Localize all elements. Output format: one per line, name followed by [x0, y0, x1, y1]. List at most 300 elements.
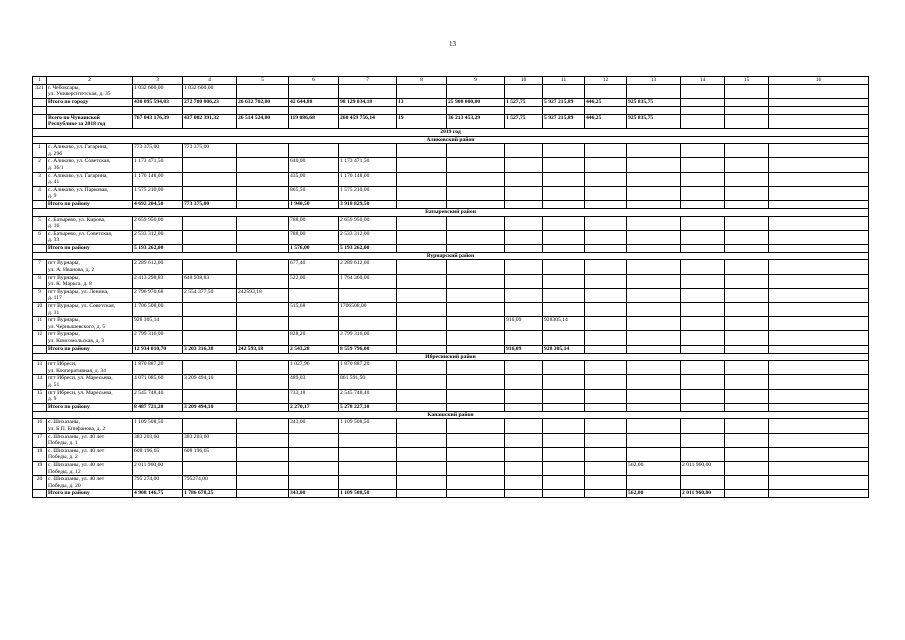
value-cell: [339, 317, 397, 331]
value-cell: [447, 476, 505, 490]
value-cell: 515,68: [289, 303, 339, 317]
value-cell: [769, 106, 869, 114]
value-cell: [627, 84, 681, 98]
value-cell: [289, 288, 339, 302]
value-cell: [627, 144, 681, 158]
value-cell: [447, 447, 505, 461]
value-cell: [505, 244, 543, 252]
value-cell: 5 193 262,00: [339, 244, 397, 252]
value-cell: [397, 186, 447, 200]
value-cell: [183, 260, 237, 274]
value-cell: [725, 303, 769, 317]
value-cell: [681, 447, 725, 461]
column-number: 15: [725, 77, 769, 85]
value-cell: [237, 106, 289, 114]
column-number: 3: [133, 77, 183, 85]
value-cell: [447, 172, 505, 186]
value-cell: 2 796 970,68: [133, 288, 183, 302]
address-cell: пгт Вурнары, ул. Ленина, д. 117: [47, 288, 133, 302]
value-cell: [447, 403, 505, 411]
value-cell: 1 575 210,00: [133, 186, 183, 200]
column-number: 8: [397, 77, 447, 85]
value-cell: [447, 433, 505, 447]
value-cell: 2 289 612,00: [339, 260, 397, 274]
value-cell: [505, 447, 543, 461]
value-cell: [397, 490, 447, 498]
value-cell: 242593,18: [237, 288, 289, 302]
value-cell: [447, 331, 505, 345]
value-cell: 522,00: [289, 274, 339, 288]
value-cell: [237, 260, 289, 274]
value-cell: [543, 490, 585, 498]
value-cell: 2 533 312,00: [339, 230, 397, 244]
section-heading-row: [33, 411, 869, 419]
address-cell: Итого по району: [47, 490, 133, 498]
value-cell: [237, 186, 289, 200]
value-cell: [769, 230, 869, 244]
value-cell: [585, 419, 627, 433]
value-cell: [237, 244, 289, 252]
value-cell: 13: [397, 98, 447, 106]
value-cell: [725, 200, 769, 208]
value-cell: 1 870 887,20: [339, 361, 397, 375]
value-cell: 19: [397, 114, 447, 128]
value-cell: [681, 230, 725, 244]
value-cell: 343,00: [289, 490, 339, 498]
value-cell: [585, 260, 627, 274]
value-cell: [725, 186, 769, 200]
value-cell: [505, 490, 543, 498]
value-cell: [681, 403, 725, 411]
value-cell: [505, 260, 543, 274]
value-cell: [505, 172, 543, 186]
value-cell: [725, 158, 769, 172]
table-row: [33, 476, 869, 490]
value-cell: 788,00: [289, 216, 339, 230]
value-cell: [339, 461, 397, 475]
total-row: [33, 345, 869, 353]
value-cell: [289, 106, 339, 114]
value-cell: [725, 98, 769, 106]
value-cell: [769, 303, 869, 317]
value-cell: [183, 361, 237, 375]
value-cell: [183, 186, 237, 200]
value-cell: [769, 114, 869, 128]
section-heading: Батыревский район: [33, 208, 869, 216]
value-cell: [681, 200, 725, 208]
address-cell: пгт Ибреси, ул. Кооперативная, д. 34: [47, 361, 133, 375]
section-heading-row: [33, 353, 869, 361]
value-cell: [627, 274, 681, 288]
column-number: 11: [543, 77, 585, 85]
row-number: 5: [33, 216, 47, 230]
value-cell: 5 927 215,89: [543, 114, 585, 128]
value-cell: 677,40: [289, 260, 339, 274]
row-number: [33, 106, 47, 114]
value-cell: 3 209 494,10: [183, 375, 237, 389]
value-cell: 435,00: [289, 172, 339, 186]
row-number: 6: [33, 230, 47, 244]
address-cell: Итого по району: [47, 200, 133, 208]
value-cell: [543, 144, 585, 158]
total-row: [33, 200, 869, 208]
value-cell: [397, 361, 447, 375]
value-cell: 861 591,50: [339, 375, 397, 389]
value-cell: [543, 288, 585, 302]
value-cell: [725, 403, 769, 411]
report-table-body: [33, 77, 869, 498]
row-number: [33, 403, 47, 411]
value-cell: 1 109 508,50: [339, 419, 397, 433]
value-cell: 2 270,17: [289, 403, 339, 411]
value-cell: 4 908 146,75: [133, 490, 183, 498]
value-cell: [585, 244, 627, 252]
value-cell: [769, 476, 869, 490]
value-cell: [447, 84, 505, 98]
value-cell: [585, 186, 627, 200]
value-cell: [183, 317, 237, 331]
value-cell: [447, 389, 505, 403]
value-cell: [681, 288, 725, 302]
total-row: [33, 244, 869, 252]
value-cell: [289, 317, 339, 331]
address-cell: Итого по району: [47, 345, 133, 353]
value-cell: [505, 158, 543, 172]
value-cell: [505, 389, 543, 403]
value-cell: [237, 317, 289, 331]
value-cell: 1 576,00: [289, 244, 339, 252]
value-cell: [681, 186, 725, 200]
row-number: 14: [33, 375, 47, 389]
value-cell: [681, 216, 725, 230]
total-row: [33, 98, 869, 106]
value-cell: [397, 230, 447, 244]
value-cell: 608 196,65: [183, 447, 237, 461]
total-row: [33, 403, 869, 411]
value-cell: 1 786 678,25: [183, 490, 237, 498]
value-cell: [505, 476, 543, 490]
address-cell: с. Шихазаны, ул. 40 лет Победы, д. 20: [47, 476, 133, 490]
value-cell: [505, 288, 543, 302]
value-cell: [585, 274, 627, 288]
column-number: 13: [627, 77, 681, 85]
value-cell: 1 940,50: [289, 200, 339, 208]
value-cell: [543, 260, 585, 274]
value-cell: 446,25: [585, 114, 627, 128]
value-cell: [397, 419, 447, 433]
value-cell: [681, 260, 725, 274]
column-number: 5: [237, 77, 289, 85]
value-cell: [543, 375, 585, 389]
value-cell: [681, 84, 725, 98]
value-cell: [447, 230, 505, 244]
value-cell: [397, 158, 447, 172]
value-cell: 98 129 034,18: [339, 98, 397, 106]
value-cell: [585, 389, 627, 403]
value-cell: 383 203,60: [183, 433, 237, 447]
value-cell: [397, 172, 447, 186]
value-cell: [725, 288, 769, 302]
value-cell: [447, 288, 505, 302]
value-cell: [725, 216, 769, 230]
value-cell: [585, 317, 627, 331]
column-number: 14: [681, 77, 725, 85]
value-cell: [397, 260, 447, 274]
section-heading: Вурнарский район: [33, 252, 869, 260]
value-cell: [397, 274, 447, 288]
value-cell: [543, 303, 585, 317]
value-cell: [725, 244, 769, 252]
section-heading-row: [33, 136, 869, 144]
address-cell: пгт Ибреси, ул. Маресьева, д. 9: [47, 389, 133, 403]
value-cell: [505, 419, 543, 433]
value-cell: [447, 303, 505, 317]
value-cell: [397, 317, 447, 331]
value-cell: [505, 303, 543, 317]
row-number: 3: [33, 172, 47, 186]
value-cell: 562,00: [627, 490, 681, 498]
address-cell: пгт Вурнары, ул. А. Иванова, д. 2: [47, 260, 133, 274]
value-cell: [585, 461, 627, 475]
value-cell: [543, 158, 585, 172]
column-number: 1: [33, 77, 47, 85]
value-cell: 648 938,83: [183, 274, 237, 288]
value-cell: [397, 144, 447, 158]
value-cell: [585, 84, 627, 98]
value-cell: [183, 461, 237, 475]
spacer-row: [33, 106, 869, 114]
value-cell: [505, 186, 543, 200]
table-row: [33, 303, 869, 317]
value-cell: 2 799 316,00: [339, 331, 397, 345]
value-cell: 8 559 796,00: [339, 345, 397, 353]
value-cell: [543, 476, 585, 490]
value-cell: 773 375,00: [183, 200, 237, 208]
value-cell: [627, 331, 681, 345]
value-cell: 430 095 594,03: [133, 98, 183, 106]
value-cell: 788,00: [289, 230, 339, 244]
value-cell: [725, 345, 769, 353]
value-cell: [505, 461, 543, 475]
address-cell: Всего по Чувашской Республике за 2018 год: [47, 114, 133, 128]
value-cell: [681, 114, 725, 128]
value-cell: 26 514 524,00: [237, 114, 289, 128]
value-cell: 1 764 360,00: [339, 274, 397, 288]
value-cell: [543, 200, 585, 208]
row-number: 15: [33, 389, 47, 403]
value-cell: [505, 216, 543, 230]
value-cell: [237, 476, 289, 490]
value-cell: [543, 216, 585, 230]
value-cell: [543, 419, 585, 433]
value-cell: [769, 345, 869, 353]
value-cell: [237, 361, 289, 375]
column-number: 12: [585, 77, 627, 85]
value-cell: 916,09: [505, 345, 543, 353]
value-cell: 1 173 471,50: [133, 158, 183, 172]
value-cell: 4 692 204,50: [133, 200, 183, 208]
value-cell: [397, 389, 447, 403]
value-cell: [397, 216, 447, 230]
value-cell: [543, 172, 585, 186]
value-cell: 828,20: [289, 331, 339, 345]
value-cell: 343,00: [289, 419, 339, 433]
row-number: 10: [33, 303, 47, 317]
value-cell: 260 459 756,14: [339, 114, 397, 128]
value-cell: 795274,00: [183, 476, 237, 490]
table-row: [33, 288, 869, 302]
value-cell: [447, 260, 505, 274]
value-cell: 767 043 176,39: [133, 114, 183, 128]
address-cell: пгт Ибреси, ул. Маресьева, д. 51: [47, 375, 133, 389]
value-cell: [627, 230, 681, 244]
value-cell: [725, 84, 769, 98]
value-cell: [289, 476, 339, 490]
value-cell: [183, 419, 237, 433]
table-row: [33, 230, 869, 244]
section-heading-row: [33, 208, 869, 216]
value-cell: [627, 476, 681, 490]
value-cell: [339, 144, 397, 158]
value-cell: 2 011 960,00: [133, 461, 183, 475]
value-cell: [543, 244, 585, 252]
value-cell: 437 002 391,32: [183, 114, 237, 128]
table-row: [33, 216, 869, 230]
table-row: [33, 361, 869, 375]
value-cell: [627, 303, 681, 317]
value-cell: 2 659 950,00: [339, 216, 397, 230]
row-number: 9: [33, 288, 47, 302]
address-cell: Итого по городу: [47, 98, 133, 106]
row-number: 8: [33, 274, 47, 288]
value-cell: [585, 447, 627, 461]
value-cell: [447, 244, 505, 252]
value-cell: [725, 260, 769, 274]
value-cell: [289, 433, 339, 447]
value-cell: 1 170 148,00: [133, 172, 183, 186]
table-row: [33, 144, 869, 158]
address-cell: пгт Вурнары, ул. Комсомольская, д. 3: [47, 331, 133, 345]
value-cell: [585, 144, 627, 158]
row-number: 321: [33, 84, 47, 98]
value-cell: [585, 490, 627, 498]
value-cell: [505, 144, 543, 158]
value-cell: [627, 433, 681, 447]
value-cell: [627, 172, 681, 186]
value-cell: [397, 375, 447, 389]
value-cell: [183, 158, 237, 172]
row-number: 1: [33, 144, 47, 158]
value-cell: [237, 419, 289, 433]
section-heading-row: [33, 128, 869, 136]
value-cell: 928 305,14: [543, 345, 585, 353]
value-cell: [627, 447, 681, 461]
value-cell: 733,18: [289, 389, 339, 403]
table-row: [33, 419, 869, 433]
row-number: 18: [33, 447, 47, 461]
value-cell: 5 927 215,89: [543, 98, 585, 106]
value-cell: [237, 200, 289, 208]
address-cell: с. Аликово, ул. Гагарина, д. 29б: [47, 144, 133, 158]
value-cell: [769, 274, 869, 288]
value-cell: [339, 106, 397, 114]
value-cell: [585, 172, 627, 186]
address-cell: Итого по району: [47, 403, 133, 411]
row-number: 4: [33, 186, 47, 200]
value-cell: [627, 186, 681, 200]
value-cell: [289, 84, 339, 98]
table-row: [33, 461, 869, 475]
value-cell: [681, 476, 725, 490]
value-cell: 26 632 702,00: [237, 98, 289, 106]
value-cell: [397, 84, 447, 98]
value-cell: [681, 144, 725, 158]
value-cell: [543, 84, 585, 98]
value-cell: 928305,14: [543, 317, 585, 331]
column-number: 7: [339, 77, 397, 85]
value-cell: [627, 106, 681, 114]
value-cell: [237, 331, 289, 345]
address-cell: Итого по району: [47, 244, 133, 252]
value-cell: 2 413 298,83: [133, 274, 183, 288]
value-cell: 1 173 471,50: [339, 158, 397, 172]
value-cell: [543, 403, 585, 411]
value-cell: 25 900 000,00: [447, 98, 505, 106]
value-cell: [237, 447, 289, 461]
value-cell: [543, 389, 585, 403]
value-cell: 1 032 600,00: [133, 84, 183, 98]
total-row: [33, 490, 869, 498]
section-heading: Канашский район: [33, 411, 869, 419]
row-number: 20: [33, 476, 47, 490]
table-row: [33, 447, 869, 461]
row-number: 16: [33, 419, 47, 433]
value-cell: [339, 447, 397, 461]
column-number: 6: [289, 77, 339, 85]
column-number: 16: [769, 77, 869, 85]
row-number: [33, 200, 47, 208]
value-cell: 42 644,88: [289, 98, 339, 106]
value-cell: 5 193 262,00: [133, 244, 183, 252]
address-cell: пгт Вурнары, ул. Советская, д. 31: [47, 303, 133, 317]
value-cell: [237, 375, 289, 389]
row-number: 12: [33, 331, 47, 345]
address-cell: пгт Вурнары, ул. Чернышевского, д. 5: [47, 317, 133, 331]
value-cell: [627, 288, 681, 302]
value-cell: [237, 158, 289, 172]
value-cell: [397, 461, 447, 475]
value-cell: [397, 106, 447, 114]
value-cell: [585, 345, 627, 353]
value-cell: [681, 98, 725, 106]
value-cell: [505, 106, 543, 114]
value-cell: [627, 419, 681, 433]
value-cell: 4 071 085,60: [133, 375, 183, 389]
address-cell: с. Шихазаны, ул. Б.П. Епифанова, д. 2: [47, 419, 133, 433]
value-cell: [237, 303, 289, 317]
value-cell: [725, 433, 769, 447]
address-cell: г. Чебоксары, ул. Университетская, д. 35: [47, 84, 133, 98]
value-cell: [447, 186, 505, 200]
row-number: [33, 244, 47, 252]
value-cell: [397, 447, 447, 461]
value-cell: [681, 317, 725, 331]
value-cell: [397, 476, 447, 490]
address-cell: пгт Вурнары, ул. К. Маркса, д. 8: [47, 274, 133, 288]
value-cell: 608 196,65: [133, 447, 183, 461]
value-cell: [627, 389, 681, 403]
value-cell: [183, 216, 237, 230]
